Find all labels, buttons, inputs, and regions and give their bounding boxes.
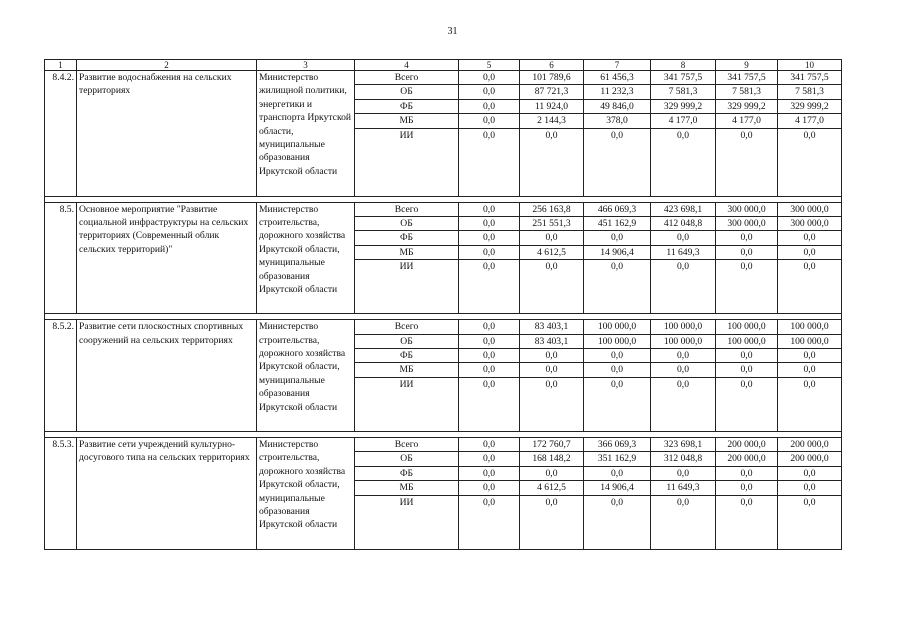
value-cell: 83 403,1 [520,320,584,334]
funding-source: ИИ [355,260,459,314]
value-cell: 341 757,5 [778,71,842,85]
value-cell: 4 177,0 [651,114,716,128]
section-organization: Министерство строительства, дорожного хозяйства Иркутской области, муниципальные образования Иркутской области [257,202,355,314]
value-cell: 0,0 [520,377,584,431]
value-cell: 61 456,3 [584,71,651,85]
value-cell: 0,0 [459,231,520,245]
value-cell: 200 000,0 [778,452,842,466]
funding-source: ИИ [355,377,459,431]
value-cell: 0,0 [651,377,716,431]
funding-source: ИИ [355,128,459,196]
value-cell: 0,0 [459,466,520,480]
table-row [45,71,842,85]
value-cell: 4 612,5 [520,481,584,495]
value-cell: 0,0 [459,452,520,466]
value-cell: 0,0 [520,466,584,480]
value-cell: 0,0 [651,349,716,363]
value-cell: 0,0 [778,377,842,431]
value-cell: 0,0 [716,377,778,431]
header-cell: 1 [45,60,77,71]
value-cell: 329 999,2 [651,99,716,113]
value-cell: 0,0 [459,437,520,451]
section-code: 8.5.3. [45,437,77,549]
section-code: 8.5. [45,202,77,314]
value-cell: 200 000,0 [716,437,778,451]
value-cell: 329 999,2 [716,99,778,113]
value-cell: 0,0 [778,363,842,377]
value-cell: 0,0 [651,495,716,549]
value-cell: 0,0 [459,481,520,495]
value-cell: 0,0 [459,71,520,85]
value-cell: 7 581,3 [778,85,842,99]
header-cell: 6 [520,60,584,71]
section-description: Развитие сети учреждений культурно-досугового типа на сельских территориях [77,437,257,549]
table-body [45,60,842,550]
value-cell: 100 000,0 [778,334,842,348]
value-cell: 351 162,9 [584,452,651,466]
value-cell: 11 649,3 [651,245,716,259]
value-cell: 323 698,1 [651,437,716,451]
section-organization: Министерство жилищной политики, энергетики и транспорта Иркутской области, муниципальные образования Иркутской области [257,71,355,197]
value-cell: 251 551,3 [520,217,584,231]
value-cell: 0,0 [520,231,584,245]
section-code: 8.4.2. [45,71,77,197]
value-cell: 49 846,0 [584,99,651,113]
value-cell: 0,0 [584,231,651,245]
funding-source: МБ [355,245,459,259]
value-cell: 0,0 [584,363,651,377]
section-organization: Министерство строительства, дорожного хозяйства Иркутской области, муниципальные образования Иркутской области [257,437,355,549]
funding-source: ОБ [355,452,459,466]
value-cell: 300 000,0 [778,202,842,216]
section-description: Основное мероприятие "Развитие социальной инфраструктуры на сельских территориях (Современный облик сельских территорий)" [77,202,257,314]
value-cell: 14 906,4 [584,245,651,259]
header-cell: 5 [459,60,520,71]
value-cell: 0,0 [459,349,520,363]
value-cell: 0,0 [459,495,520,549]
value-cell: 172 760,7 [520,437,584,451]
value-cell: 451 162,9 [584,217,651,231]
value-cell: 0,0 [651,231,716,245]
header-cell: 3 [257,60,355,71]
value-cell: 0,0 [459,99,520,113]
value-cell: 7 581,3 [716,85,778,99]
funding-source: ИИ [355,495,459,549]
value-cell: 0,0 [778,231,842,245]
value-cell: 0,0 [459,320,520,334]
value-cell: 14 906,4 [584,481,651,495]
funding-source: ОБ [355,217,459,231]
value-cell: 0,0 [778,349,842,363]
value-cell: 0,0 [716,481,778,495]
value-cell: 4 177,0 [716,114,778,128]
value-cell: 200 000,0 [778,437,842,451]
funding-source: ФБ [355,466,459,480]
header-cell: 10 [778,60,842,71]
value-cell: 0,0 [520,363,584,377]
value-cell: 0,0 [459,363,520,377]
value-cell: 423 698,1 [651,202,716,216]
header-cell: 7 [584,60,651,71]
header-cell: 9 [716,60,778,71]
value-cell: 0,0 [459,85,520,99]
value-cell: 341 757,5 [716,71,778,85]
value-cell: 0,0 [716,495,778,549]
value-cell: 11 924,0 [520,99,584,113]
value-cell: 341 757,5 [651,71,716,85]
value-cell: 100 000,0 [716,334,778,348]
value-cell: 0,0 [778,260,842,314]
value-cell: 100 000,0 [778,320,842,334]
header-cell: 2 [77,60,257,71]
table-row [45,320,842,334]
value-cell: 0,0 [520,495,584,549]
value-cell: 300 000,0 [716,202,778,216]
value-cell: 0,0 [778,466,842,480]
value-cell: 0,0 [459,245,520,259]
value-cell: 100 000,0 [584,320,651,334]
value-cell: 0,0 [778,495,842,549]
section-description: Развитие сети плоскостных спортивных сооружений на сельских территориях [77,320,257,432]
funding-table [44,59,842,550]
value-cell: 256 163,8 [520,202,584,216]
value-cell: 0,0 [584,495,651,549]
value-cell: 0,0 [520,260,584,314]
value-cell: 378,0 [584,114,651,128]
value-cell: 300 000,0 [778,217,842,231]
value-cell: 0,0 [778,245,842,259]
value-cell: 101 789,6 [520,71,584,85]
header-cell: 8 [651,60,716,71]
value-cell: 0,0 [716,231,778,245]
value-cell: 329 999,2 [778,99,842,113]
value-cell: 2 144,3 [520,114,584,128]
value-cell: 83 403,1 [520,334,584,348]
table-row [45,437,842,451]
section-code: 8.5.2. [45,320,77,432]
value-cell: 0,0 [459,217,520,231]
header-row [45,60,842,71]
value-cell: 466 069,3 [584,202,651,216]
value-cell: 100 000,0 [651,320,716,334]
value-cell: 0,0 [716,363,778,377]
value-cell: 0,0 [716,260,778,314]
value-cell: 0,0 [459,334,520,348]
funding-source: ФБ [355,231,459,245]
funding-source: ОБ [355,334,459,348]
funding-source: Всего [355,320,459,334]
value-cell: 0,0 [651,363,716,377]
value-cell: 0,0 [651,466,716,480]
funding-source: МБ [355,481,459,495]
value-cell: 0,0 [651,128,716,196]
funding-source: ОБ [355,85,459,99]
funding-source: ФБ [355,349,459,363]
value-cell: 11 232,3 [584,85,651,99]
value-cell: 0,0 [459,202,520,216]
funding-source: МБ [355,363,459,377]
value-cell: 87 721,3 [520,85,584,99]
value-cell: 0,0 [459,128,520,196]
section-organization: Министерство строительства, дорожного хозяйства Иркутской области, муниципальные образования Иркутской области [257,320,355,432]
funding-source: Всего [355,202,459,216]
funding-source: МБ [355,114,459,128]
value-cell: 0,0 [584,466,651,480]
value-cell: 100 000,0 [716,320,778,334]
value-cell: 0,0 [584,349,651,363]
value-cell: 7 581,3 [651,85,716,99]
value-cell: 0,0 [716,128,778,196]
value-cell: 4 612,5 [520,245,584,259]
value-cell: 4 177,0 [778,114,842,128]
value-cell: 0,0 [584,128,651,196]
value-cell: 0,0 [584,377,651,431]
value-cell: 0,0 [716,245,778,259]
value-cell: 0,0 [520,349,584,363]
page-number: 31 [447,26,458,37]
funding-source: ФБ [355,99,459,113]
value-cell: 100 000,0 [584,334,651,348]
value-cell: 366 069,3 [584,437,651,451]
value-cell: 0,0 [778,128,842,196]
value-cell: 0,0 [716,466,778,480]
header-cell: 4 [355,60,459,71]
section-description: Развитие водоснабжения на сельских территориях [77,71,257,197]
funding-source: Всего [355,437,459,451]
value-cell: 0,0 [778,481,842,495]
value-cell: 0,0 [459,114,520,128]
value-cell: 300 000,0 [716,217,778,231]
value-cell: 0,0 [716,349,778,363]
value-cell: 0,0 [584,260,651,314]
value-cell: 0,0 [459,260,520,314]
value-cell: 0,0 [651,260,716,314]
value-cell: 412 048,8 [651,217,716,231]
value-cell: 11 649,3 [651,481,716,495]
value-cell: 0,0 [459,377,520,431]
table-row [45,202,842,216]
value-cell: 0,0 [520,128,584,196]
value-cell: 200 000,0 [716,452,778,466]
funding-source: Всего [355,71,459,85]
value-cell: 312 048,8 [651,452,716,466]
value-cell: 100 000,0 [651,334,716,348]
value-cell: 168 148,2 [520,452,584,466]
